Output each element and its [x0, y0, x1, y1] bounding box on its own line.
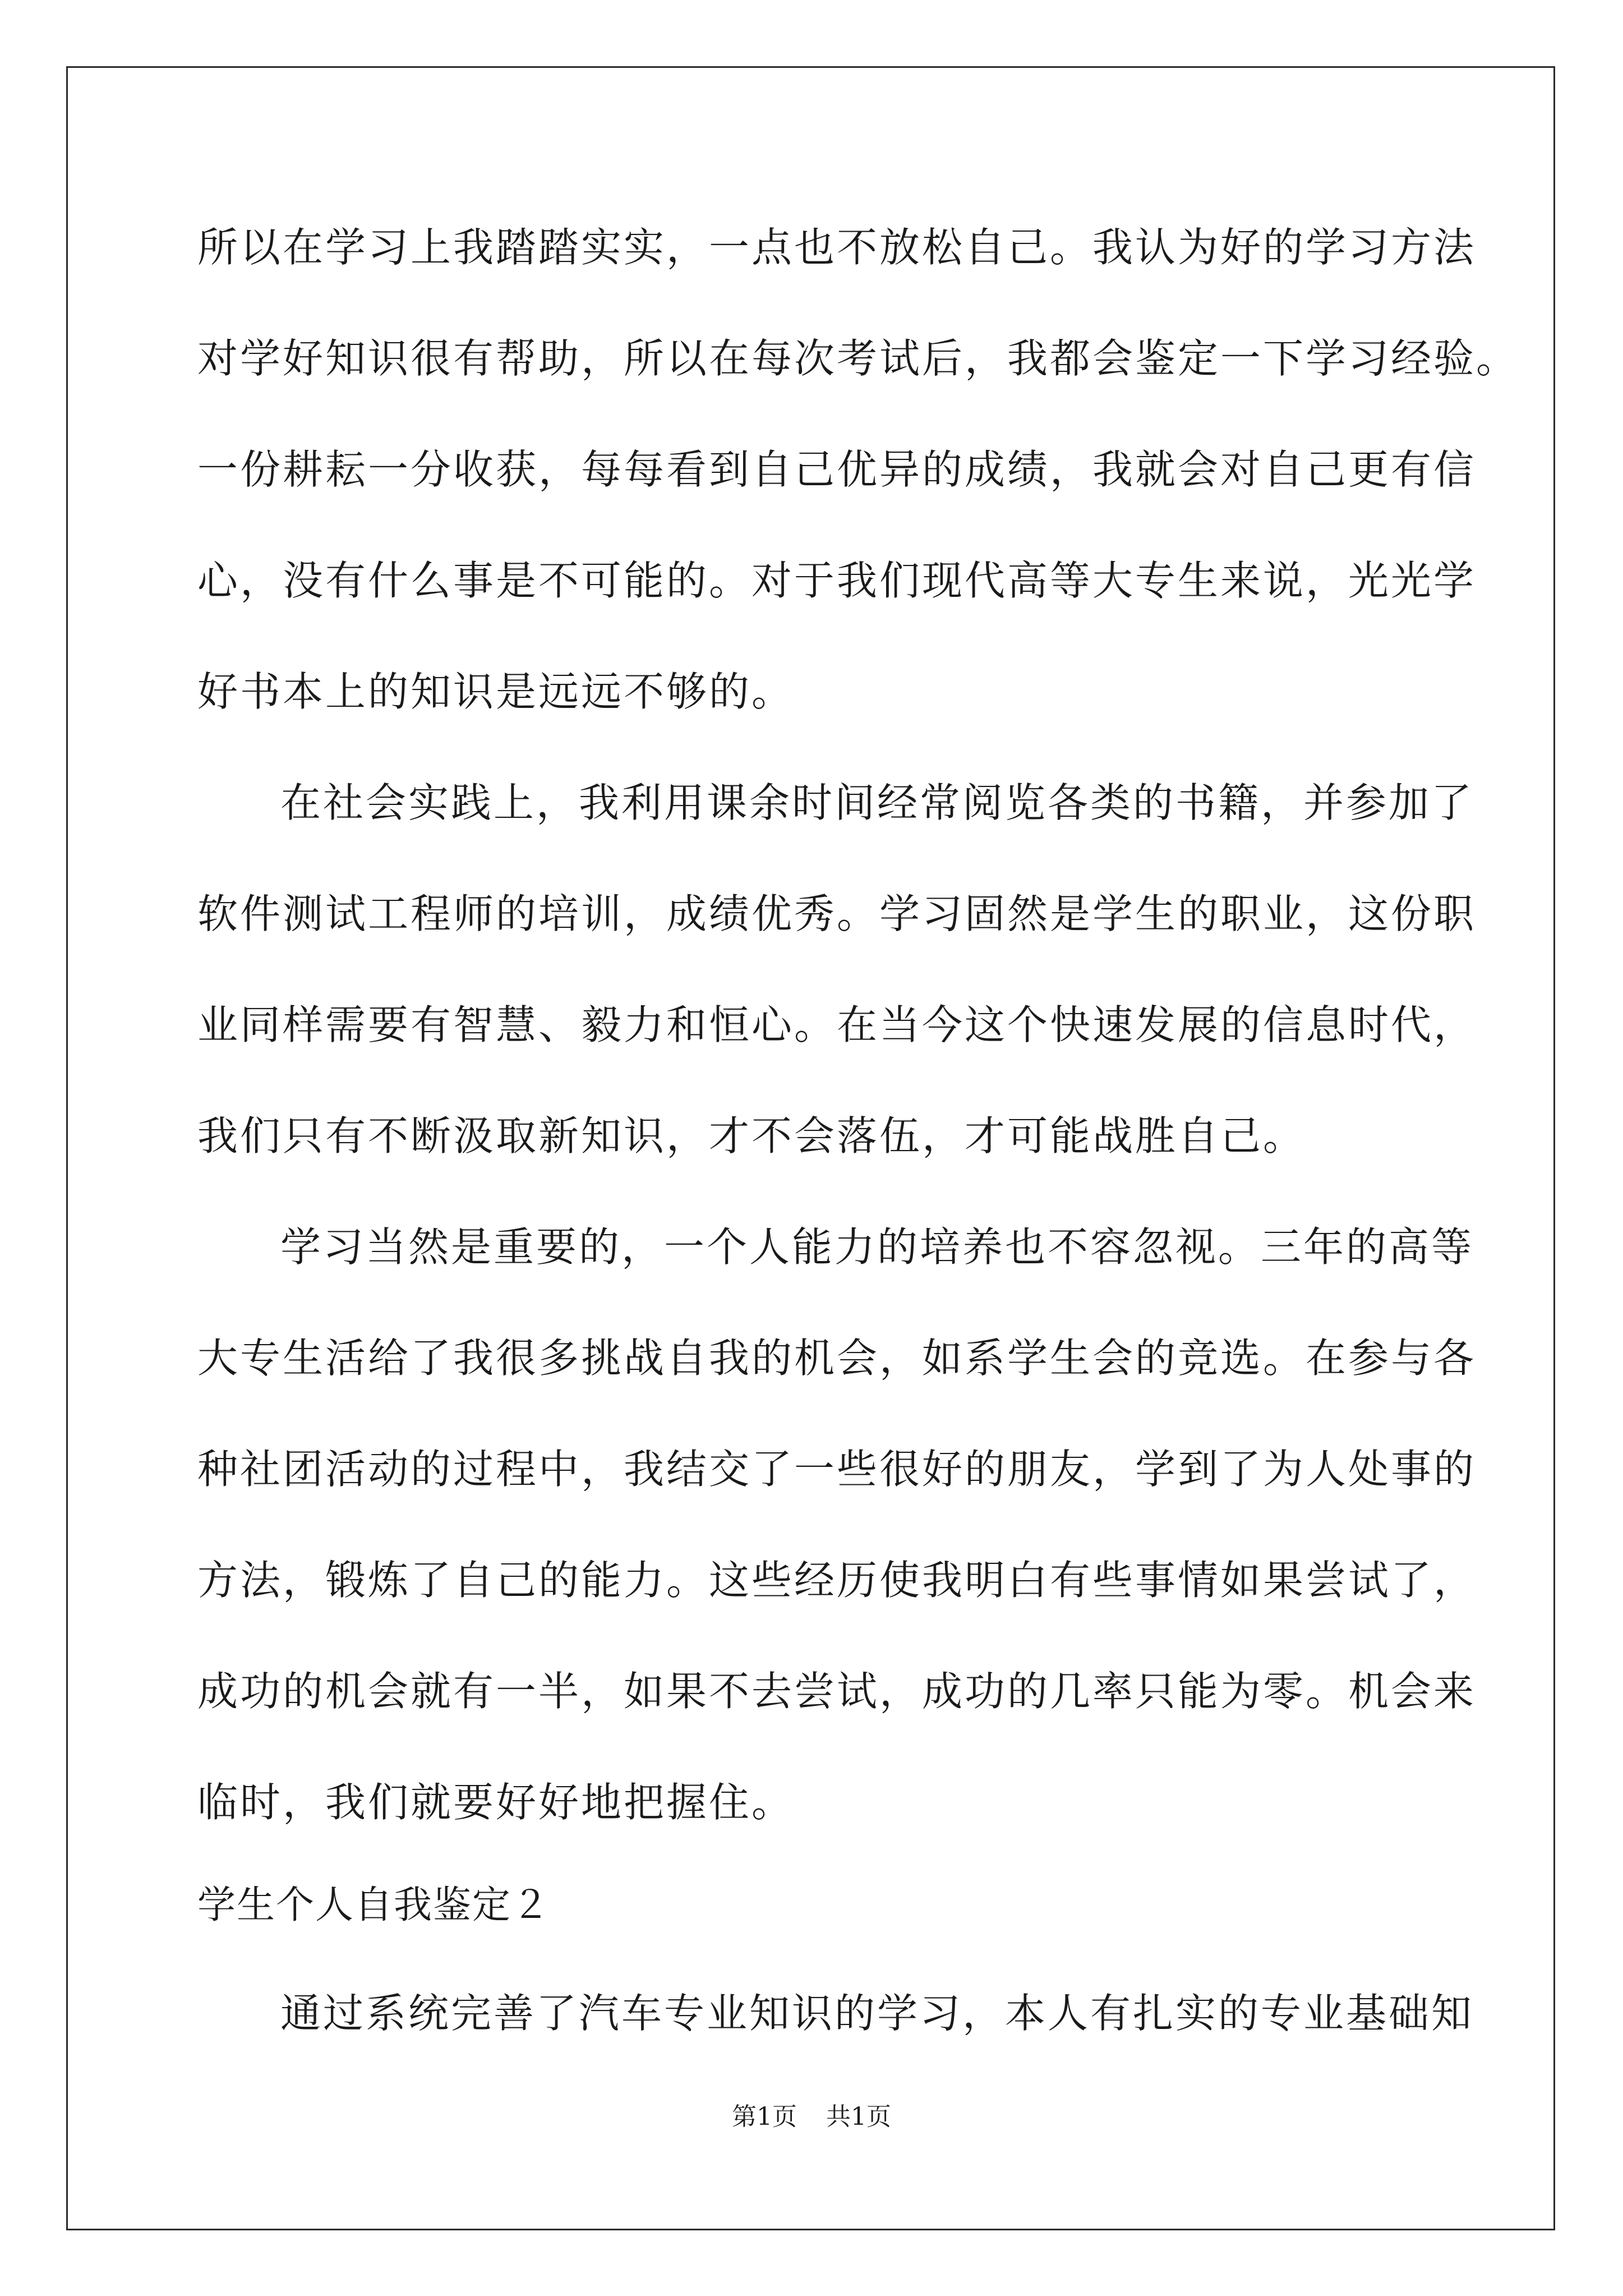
paragraph-line: 业同样需要有智慧、毅力和恒心。在当今这个快速发展的信息时代，	[197, 1001, 1477, 1048]
paragraph-line: 所以在学习上我踏踏实实，一点也不放松自己。我认为好的学习方法	[197, 224, 1477, 271]
paragraph-line: 方法，锻炼了自己的能力。这些经历使我明白有些事情如果尝试了，	[197, 1557, 1477, 1604]
paragraph-line: 学习当然是重要的，一个人能力的培养也不容忽视。三年的高等	[280, 1223, 1474, 1271]
section-heading: 学生个人自我鉴定２	[197, 1883, 551, 1927]
page-number-current: 第1页	[732, 2102, 797, 2131]
paragraph-line: 好书本上的知识是远远不够的。	[197, 668, 795, 715]
paragraph-line: 对学好知识很有帮助，所以在每次考试后，我都会鉴定一下学习经验。	[197, 335, 1519, 382]
page-number-total: 共1页	[826, 2102, 891, 2131]
paragraph-line: 我们只有不断汲取新知识，才不会落伍，才可能战胜自己。	[197, 1112, 1306, 1159]
paragraph-line: 心，没有什么事是不可能的。对于我们现代高等大专生来说，光光学	[197, 557, 1477, 604]
paragraph-line: 成功的机会就有一半，如果不去尝试，成功的几率只能为零。机会来	[197, 1668, 1477, 1715]
paragraph-line: 种社团活动的过程中，我结交了一些很好的朋友，学到了为人处事的	[197, 1446, 1477, 1493]
paragraph-line: 大专生活给了我很多挑战自我的机会，如系学生会的竞选。在参与各	[197, 1335, 1477, 1382]
paragraph-line: 在社会实践上，我利用课余时间经常阅览各类的书籍，并参加了	[280, 779, 1474, 826]
page-footer	[0, 2100, 1623, 2134]
paragraph-line: 一份耕耘一分收获，每每看到自己优异的成绩，我就会对自己更有信	[197, 446, 1477, 493]
paragraph-line: 软件测试工程师的培训，成绩优秀。学习固然是学生的职业，这份职	[197, 890, 1477, 937]
paragraph-line: 通过系统完善了汽车专业知识的学习，本人有扎实的专业基础知	[280, 1990, 1474, 2037]
paragraph-line: 临时，我们就要好好地把握住。	[197, 1779, 795, 1826]
